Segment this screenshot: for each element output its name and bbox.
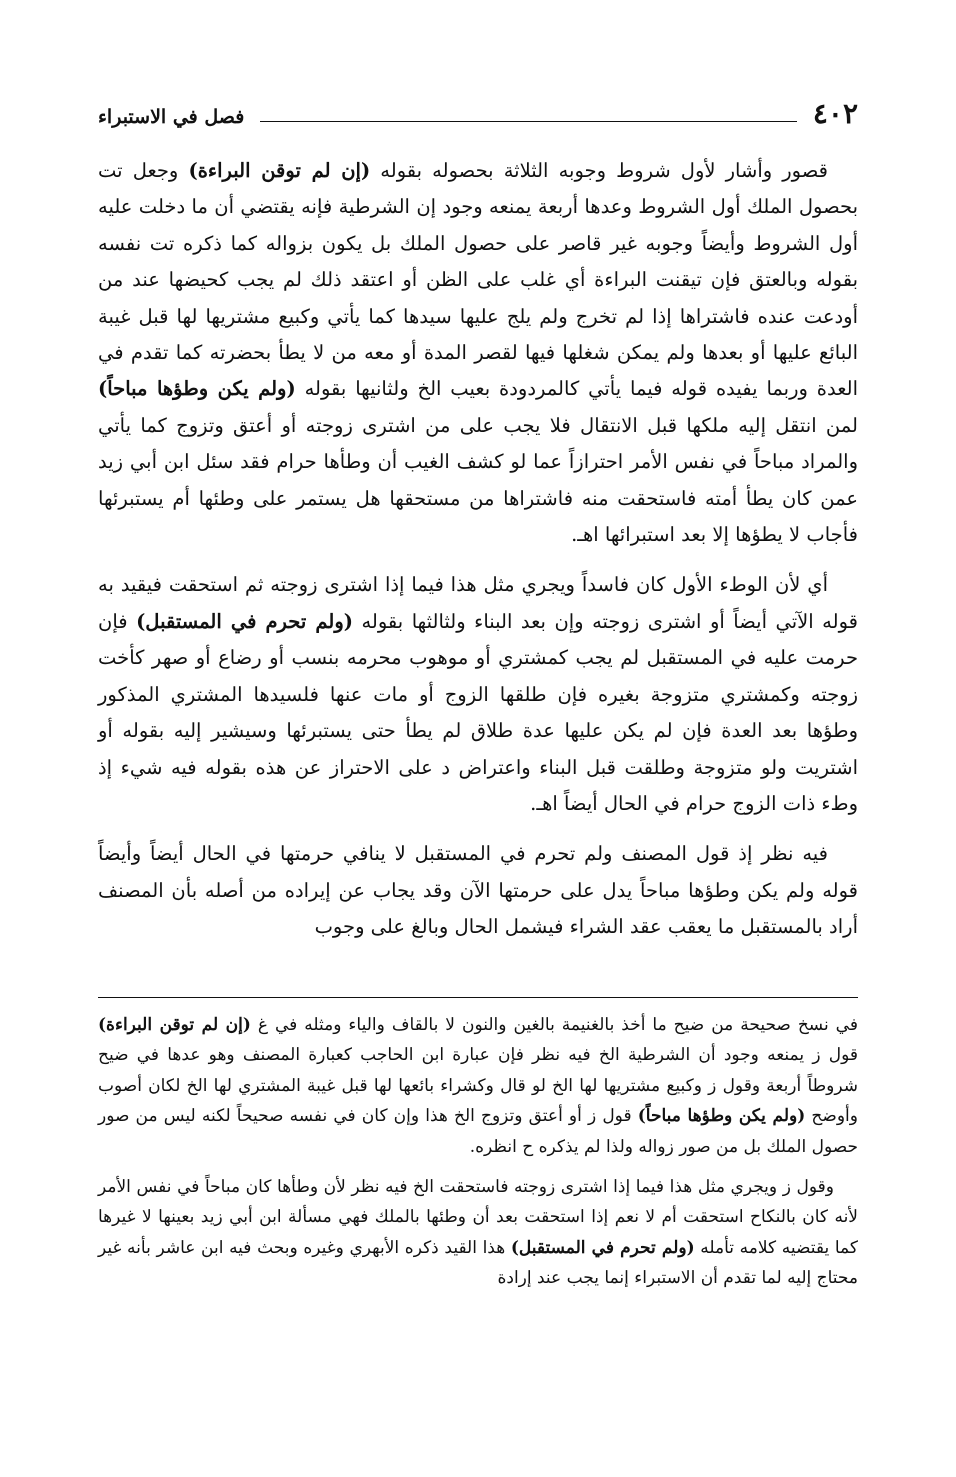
- text-run: لمن انتقل إليه ملكها قبل الانتقال فلا يجب على من اشترى زوجته أو أعتق وتزوج كما يأتي والمراد مباحاً في نفس الأمر احترازاً عما لو كشف الغيب أن وطأها حرام فقد سئل ابن أبي زيد عمن كان يطأ أمته فاستحقت منه فاشتراها من مستحقها هل يستمر على وطئها أم يستبرئها فأجاب لا يطؤها إلا بعد استبرائها اهـ.: [98, 413, 858, 547]
- text-run: أي لأن الوطء الأول كان فاسداً ويجري مثل هذا فيما إذا اشترى زوجته ثم استحقت فيقيد به قوله الآتي أيضاً أو اشترى زوجته وإن بعد البناء ولثالثها بقوله: [98, 573, 858, 633]
- bold-quote: (ولم يكن وطؤها مباحاً): [98, 377, 296, 401]
- text-run: وجعل تت بحصول الملك أول الشروط وعدها أربعة يمنعه وجود إن الشرطية فإنه يقتضي أن ما دخلت عليه أول الشروط وأيضاً وجوبه غير قاصر على حصول الملك بل يكون بزواله كما ذكره تت نفسه بقوله وبالعتق فإن تيقنت البراءة أي غلب على الظن أو اعتقد ذلك لم يجب كحيضها عند من أودعت عنده فاشتراها إذا لم تخرج ولم يلج عليها سيدها كما يأتي وكبيع مشتريها لها قبل غيبة البائع عليها أو بعدها ولم يمكن شغلها فيها لقصر المدة أو معه من لا يطأ بحضرته كما تقدم في العدة وربما يفيده قوله فيما يأتي كالمردودة بعيب الخ ولثانيها بقوله: [98, 159, 858, 401]
- bold-quote: (إن لم توقن البراءة): [98, 1015, 251, 1035]
- main-text: [98, 153, 858, 960]
- main-paragraph-2: [98, 567, 858, 822]
- text-run: في نسخ صحيحة من ضيح ما أخذ بالغنيمة بالغين والنون لا بالقاف والياء ومثله في غ: [250, 1015, 858, 1035]
- text-run: فإن حرمت عليه في المستقبل لم يجب كمشتري أو موهوب محرمه بنسب أو رضاع أو صهر كأخت زوجته وكمشتري متزوجة بغيره فإن طلقها الزوج أو مات عنها فلسيدها المشتري المذكور وطؤها بعد العدة فإن لم يكن عليها عدة طلاق لم يطأ حتى يستبرئها وسيشير إليه بقوله أو اشتريت ولو متزوجة وطلقت قبل البناء واعتراض د على الاحتراز عن هذه بقوله فيه شيء إذ وطء ذات الزوج حرام في الحال أيضاً اهـ.: [98, 609, 858, 815]
- footnotes: [98, 1010, 858, 1304]
- text-run: قصور وأشار لأول شروط وجوبه الثلاثة بحصوله بقوله: [370, 159, 828, 182]
- footnote-paragraph-1: [98, 1010, 858, 1162]
- page-number: ٤٠٢: [812, 97, 858, 130]
- bold-quote: (ولم يكن وطؤها مباحاً): [637, 1106, 806, 1127]
- bold-quote: (إن لم توقن البراءة): [188, 159, 371, 182]
- page-header: [98, 92, 858, 132]
- bold-quote: (ولم تحرم في المستقبل): [136, 609, 353, 633]
- bold-quote: (ولم تحرم في المستقبل): [510, 1237, 695, 1258]
- main-paragraph-1: [98, 153, 858, 553]
- text-run: قول ز يمنعه وجود أن الشرطية الخ فيه نظر فإن عبارة ابن الحاجب كعبارة المصنف وهو عدها في ضيح شروطاً أربعة وقول ز وكبيع مشتريها لها الخ لو قال وكشراء بائعها لها قبل غيبة المشتري لها الخ لكان أصوب وأوضح: [98, 1045, 858, 1127]
- text-run: وقول ز ويجري مثل هذا فيما إذا اشترى زوجته فاستحقت الخ فيه نظر لأن وطأها كان مباحاً في نفس الأمر لأنه كان بالنكاح استحقت أم لا نعم إذا استحقت بعد أن وطئها بالملك فهي مسألة ابن أبي زيد بعينها لا غيرها كما يقتضيه كلامه تأمله: [98, 1177, 858, 1258]
- footnote-paragraph-2: [98, 1172, 858, 1294]
- main-paragraph-3: [98, 836, 858, 945]
- text-run: فيه نظر إذ قول المصنف ولم تحرم في المستقبل لا ينافي حرمتها في الحال أيضاً وأيضاً قوله ولم يكن وطؤها مباحاً يدل على حرمتها الآن وقد يجاب عن إيراده من أصله بأن المصنف أراد بالمستقبل ما يعقب عقد الشراء فيشمل الحال وبالغ على وجوب: [98, 842, 858, 939]
- footnote-divider: [98, 997, 858, 998]
- text-run: قول ز أو أعتق وتزوج الخ هذا وإن كان في نفسه صحيحاً لكنه ليس من صور حصول الملك بل من صور زواله ولذا لم يذكره ح انظره.: [98, 1106, 858, 1157]
- chapter-title: فصل في الاستبراء: [98, 106, 245, 128]
- header-rule: [260, 121, 797, 122]
- text-run: هذا القيد ذكره الأبهري وغيره وبحث فيه ابن عاشر بأنه غير محتاج إليه لما تقدم أن الاستبراء إنما يجب عند إرادة: [98, 1237, 858, 1289]
